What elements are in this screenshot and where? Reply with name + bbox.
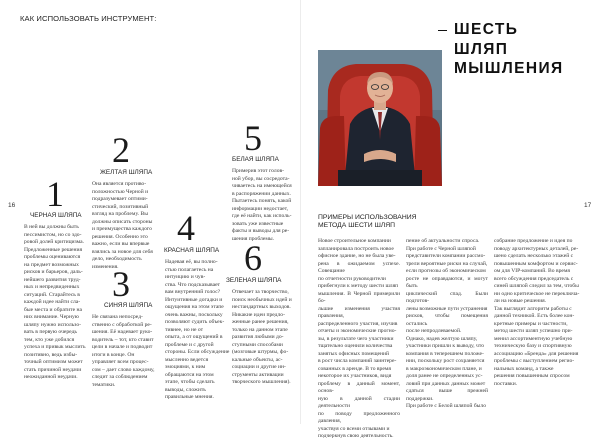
text-line: повышенным комфортом и сервис- <box>494 260 578 267</box>
text-line: точный оптимизм может <box>24 359 83 365</box>
heading-line: МЕТОДА ШЕСТИ ШЛЯП <box>318 222 396 230</box>
examples-column-1 <box>318 238 400 441</box>
hat-number-5: 5 <box>244 118 262 158</box>
text-line: решения. Особенно это <box>92 233 148 240</box>
text-line: взгляд на проблему. Вы <box>92 211 148 217</box>
text-line: ассоциацию «Бренда» для решения <box>494 350 579 357</box>
text-line: вам внутренний голос? <box>165 289 221 295</box>
text-line: в макроэкономическом плане, и <box>406 365 482 372</box>
text-line: При работе с Черной шляпой <box>406 245 476 252</box>
text-line: струменты активации <box>232 371 284 378</box>
text-line: ситуаций. Старайтесь в <box>24 291 80 298</box>
text-line: проблему в данный момент, основ- <box>318 380 400 394</box>
text-line: по отчетности руководители <box>318 275 386 282</box>
main-title <box>454 20 564 79</box>
examples-heading <box>318 214 438 231</box>
hat-number-1: 1 <box>46 174 64 214</box>
right-page-number: 17 <box>584 202 592 209</box>
text-line: пессимистом, но со здо- <box>24 231 82 238</box>
text-line: них внимание. Черную <box>24 314 79 320</box>
text-line: ом для VIP-компаний. Во время <box>494 268 570 274</box>
text-line: нальных команд, а также <box>494 365 554 372</box>
text-line: мысленно ведется <box>165 356 209 363</box>
text-line: Надевая её, вы полно- <box>165 259 218 265</box>
text-line: информации недостает, <box>232 205 289 212</box>
text-line: этапе, чтобы сделать <box>165 379 215 385</box>
text-line: творческого мышления). <box>232 379 291 385</box>
text-line: выводы, сложить <box>165 386 206 393</box>
text-line: офисное здание, но не была уве- <box>318 253 396 259</box>
hat-text-red <box>165 259 233 402</box>
text-line: цели в начале и подводит <box>92 344 153 350</box>
text-line: лены возможные пути устранения <box>406 305 488 312</box>
hat-text-white <box>232 168 296 243</box>
text-line: мышления. В Черной примерили бо- <box>318 290 400 304</box>
text-line: представители компании рассмо- <box>406 253 486 259</box>
examples-column-3 <box>494 238 580 388</box>
text-line: обращаются на этом <box>165 371 214 378</box>
text-line: ощущения на этом этапе <box>165 304 224 310</box>
text-line: на предмет возможных <box>24 261 79 268</box>
text-line: водитель – тот, кто ставит <box>92 336 154 343</box>
text-line: итоги в конце. Он <box>92 351 135 358</box>
text-line: позитивно, ведь избы- <box>24 351 78 358</box>
text-line: проблеме и с другой <box>165 341 214 348</box>
text-line: женные ранее решения, <box>232 319 289 325</box>
text-line: стороны. Если обсуждение <box>165 349 230 355</box>
text-line: тематики. <box>92 381 116 388</box>
text-line: Новое строительное компании <box>318 238 391 244</box>
text-line: нии, поскольку рост сохраняется <box>406 358 485 364</box>
title-line: ШЛЯП <box>454 40 509 58</box>
text-line: стью полагаетесь на <box>165 266 214 273</box>
text-line: рена в ожидаемом успехе. Совещание <box>318 260 400 274</box>
text-line: Однако, надев желтую шляпу, <box>406 335 478 342</box>
text-line: метод шести шляп успешно при- <box>494 328 573 334</box>
text-line: проблемы с выступлением регио- <box>494 358 575 364</box>
text-line: и преимущества каждого <box>92 226 152 232</box>
text-line: поводу архитектурных деталей, ре- <box>494 245 579 252</box>
text-line: кальные объекты, ас- <box>232 356 283 363</box>
text-line: правильные мнения. <box>165 394 214 400</box>
text-line: зовать уже известные <box>232 220 284 227</box>
text-line: поиск необычных идей и <box>232 296 292 303</box>
title-dash <box>438 30 447 31</box>
hat-number-6: 6 <box>244 238 262 278</box>
text-line: очень важны, поскольку <box>165 311 223 318</box>
hat-text-blue <box>92 314 164 389</box>
text-line: только на данном этапе <box>232 326 288 333</box>
hat-title-white: БЕЛАЯ ШЛЯПА <box>232 156 279 163</box>
text-line: чиваетесь на имеющейся <box>232 183 292 189</box>
text-line: техническую базу и спортивную <box>494 343 572 349</box>
hat-number-2: 2 <box>112 130 130 170</box>
text-line: ли на новые решения. <box>494 298 547 304</box>
text-line: сованных в аренде. В то время <box>318 365 391 372</box>
text-line: шения проблемы. <box>232 235 275 242</box>
hat-title-red: КРАСНАЯ ШЛЯПА <box>164 247 220 254</box>
text-line: Предложенные решения <box>24 246 83 253</box>
text-line: льшие изменения участия правления, <box>318 305 400 319</box>
hat-title-blue: СИНЯЯ ШЛЯПА <box>104 302 153 309</box>
text-line: менил ассортиментную учебную <box>494 335 573 342</box>
text-line: отчеты и экономические прогно- <box>318 328 397 334</box>
portrait-photo <box>318 50 442 186</box>
text-line: подчеркнув свою деятельность. <box>318 433 394 439</box>
text-line: ства. Что подсказывает <box>165 281 220 288</box>
text-line: пение об актуальности спроса. <box>406 238 480 244</box>
text-line: кретные примеры и частности, <box>494 320 568 327</box>
text-line: В ней вы должны быть <box>24 224 79 230</box>
hat-title-green: ЗЕЛЕНАЯ ШЛЯПА <box>226 277 282 284</box>
text-line: стический, позитивный <box>92 203 149 210</box>
text-line: синей шляпой следил за тем, чтобы <box>494 283 579 289</box>
text-line: развития любыми до- <box>232 334 284 340</box>
text-line: подразумевает оптими- <box>92 196 148 202</box>
text-line: по поводу предложенного давления, <box>318 410 400 424</box>
text-line: прибегнули к методу шести шляп <box>318 283 399 289</box>
text-line: трели вероятные риски на случай, <box>406 260 488 267</box>
text-line: дело, необходимость <box>92 256 142 262</box>
text-line: шляпу нужно использо- <box>24 321 82 328</box>
text-line: Интуитивные догадки и <box>165 296 223 303</box>
hat-text-yellow <box>92 181 164 271</box>
text-line: ровой долей критицизма. <box>24 239 85 245</box>
text-line: рисков и барьеров, даль- <box>24 269 83 275</box>
text-line: запланировала построить новое <box>318 245 394 252</box>
text-line: тем, кто уже добился <box>24 336 75 343</box>
text-line: (мозговые штурмы, фо- <box>232 349 289 355</box>
hat-text-green <box>232 289 296 387</box>
text-line: ступными способами <box>232 341 283 348</box>
text-line: ственно с обработкой ре- <box>92 321 152 328</box>
text-line: вать в первую очередь <box>24 329 77 335</box>
text-line: компания в теперешнем положе- <box>406 350 484 357</box>
text-line: Никакие идеи предло- <box>232 311 285 318</box>
text-line: нейшего развития труд- <box>24 276 81 283</box>
text-line: позволяют судить объек- <box>165 319 225 325</box>
text-line: шено сделать несколько этажей с <box>494 253 574 259</box>
running-title: КАК ИСПОЛЬЗОВАТЬ ИНСТРУМЕНТ: <box>20 14 157 23</box>
text-line: управляет всем процес- <box>92 359 149 365</box>
text-line: в распоряжении данных. <box>232 190 291 197</box>
text-line: При работе с Белой шляпой было <box>406 403 487 409</box>
text-line: Не связана непосред- <box>92 314 143 320</box>
text-line: Примерив этот голов- <box>232 168 284 174</box>
page-gutter <box>300 0 301 424</box>
text-line: рисков, чтобы помещения остались <box>406 313 488 327</box>
text-line: Пытаетесь понять, какой <box>232 198 292 204</box>
text-line: в рост числа компаний заинтере- <box>318 358 397 364</box>
hat-number-4: 4 <box>177 208 195 248</box>
text-line: ловий при данных данных может <box>406 380 486 387</box>
text-line: успеха и привык мыслить <box>24 344 86 350</box>
text-line: интуицию и чув- <box>165 274 206 280</box>
text-line: Так выглядит алгоритм работы с <box>494 305 572 312</box>
hat-number-3: 3 <box>112 264 130 304</box>
text-line: распределенного участия, изучив <box>318 320 398 327</box>
text-line: Она является противо- <box>92 181 147 187</box>
text-line: ни одно критическое не переключа- <box>494 290 580 297</box>
examples-column-2 <box>406 238 488 411</box>
text-line: некоторое их участников, видя <box>318 373 392 379</box>
text-line: шения. Её надевает руко- <box>92 329 153 335</box>
text-line: занятых офисных помещений <box>318 350 389 357</box>
hat-title-black: ЧЕРНАЯ ШЛЯПА <box>30 212 82 219</box>
hat-title-yellow: ЖЕЛТАЯ ШЛЯПА <box>100 169 153 176</box>
portrait-photo-svg <box>318 50 442 186</box>
text-line: циклический спад. Были подготов- <box>406 290 488 304</box>
text-line: данной техникой. Есть более кон- <box>494 313 575 319</box>
text-line: опыта, а от ощущений в <box>165 334 223 340</box>
text-line: всего обсуждения председатель с <box>494 275 574 282</box>
text-line: взялись за новое для себя <box>92 248 153 255</box>
text-line: поставки. <box>494 380 518 387</box>
text-line: сдаться выше прежней поддержки. <box>406 388 488 402</box>
text-line: тивнее, но не от <box>165 326 204 333</box>
text-line: ной убор, вы сосредота- <box>232 175 290 182</box>
text-line: стать причиной неудачи <box>24 366 82 373</box>
text-line: важно, если вы впервые <box>92 241 150 247</box>
text-line: должны описать стороны <box>92 218 153 225</box>
title-line: ШЕСТЬ <box>454 21 519 38</box>
text-line: доля ранее не определенных ус- <box>406 373 483 379</box>
text-line: неожиданной неудачи. <box>24 374 78 380</box>
title-line: МЫШЛЕНИЯ <box>454 60 564 77</box>
text-line: бые места и обратите на <box>24 306 82 313</box>
text-line: следит за соблюдением <box>92 374 148 380</box>
text-line: нестандартных выходов. <box>232 304 291 310</box>
text-line: участвуя со всеми отзывами и <box>318 425 390 432</box>
text-line: участники пришли к выводу, что <box>406 343 485 349</box>
text-line: если прогнозы об экономическом <box>406 268 486 274</box>
text-line: факты и выводы для ре- <box>232 228 290 234</box>
text-line: тщательно оценили количества <box>318 343 393 349</box>
left-page-number: 16 <box>8 202 16 209</box>
text-line: Отвечает за творчество, <box>232 289 289 295</box>
hat-text-black <box>24 224 90 382</box>
text-line: положностью Черной и <box>92 188 149 195</box>
text-line: проблемы оцениваются <box>24 254 81 260</box>
text-line: каждой идее найти сла- <box>24 299 81 305</box>
text-line: собрание предложение и идея по <box>494 238 573 244</box>
text-line: социации и другие ин- <box>232 364 286 370</box>
text-line: после непродлеваемой. <box>406 328 462 334</box>
text-line: росте не оправдаются, и могут быть <box>406 275 488 289</box>
heading-line: ПРИМЕРЫ ИСПОЛЬЗОВАНИЯ <box>318 214 417 221</box>
text-line: эмоциями, к ним <box>165 364 206 370</box>
text-line: зы, в результате чего участники <box>318 335 394 342</box>
text-line: где её найти, как исполь- <box>232 213 292 219</box>
text-line: сом – дает слово каждому, <box>92 366 155 373</box>
text-line: решения повышенным спросом <box>494 373 570 379</box>
text-line: изменения. <box>92 263 119 270</box>
text-line: ных и непредвиденных <box>24 284 80 290</box>
text-line: ную в данной стадии деятельности <box>318 395 400 409</box>
